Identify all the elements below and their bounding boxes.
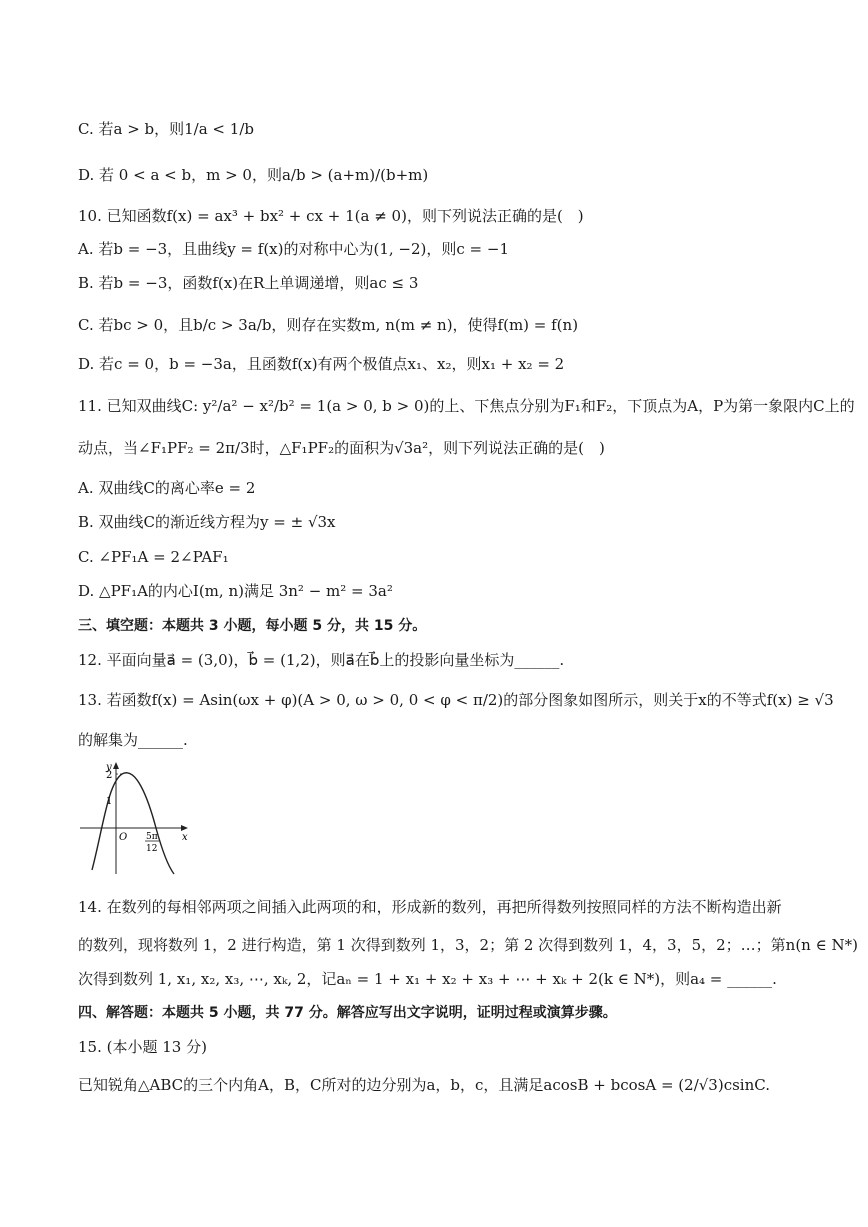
question-10-stem: 10. 已知函数f(x) = ax³ + bx² + cx + 1(a ≠ 0)，则下列说法正确的是( ) xyxy=(78,207,584,225)
question-10-option-d: D. 若c = 0，b = −3a，且函数f(x)有两个极值点x₁、x₂，则x₁ + x₂ = 2 xyxy=(78,355,565,373)
question-11-option-d: D. △PF₁A的内心I(m, n)满足 3n² − m² = 3a² xyxy=(78,582,393,600)
line-d-option: D. 若 0 < a < b，m > 0，则a/b > (a+m)/(b+m) xyxy=(78,166,429,184)
question-13-line-1: 13. 若函数f(x) = Asin(ωx + φ)(A > 0, ω > 0, 0 < φ < π/2)的部分图象如图所示，则关于x的不等式f(x) ≥ √3 xyxy=(78,691,834,709)
x-tick-denominator: 12 xyxy=(146,844,158,854)
line-c-option: C. 若a > b，则1/a < 1/b xyxy=(78,120,254,138)
question-11-stem-1: 11. 已知双曲线C: y²/a² − x²/b² = 1(a > 0, b > 0)的上、下焦点分别为F₁和F₂，下顶点为A，P为第一象限内C上的 xyxy=(78,397,855,415)
x-axis-label: x xyxy=(182,832,188,843)
y-axis-arrow-icon xyxy=(113,762,119,769)
question-11-option-c: C. ∠PF₁A = 2∠PAF₁ xyxy=(78,548,229,566)
question-13-line-2: 的解集为______. xyxy=(78,731,188,749)
y-tick-2-label: 2 xyxy=(106,770,113,781)
question-11-option-a: A. 双曲线C的离心率e = 2 xyxy=(78,479,256,497)
question-11-option-b: B. 双曲线C的渐近线方程为y = ± √3x xyxy=(78,513,336,531)
question-12: 12. 平面向量a⃗ = (3,0)，b⃗ = (1,2)，则a⃗在b⃗上的投影向量坐标为______. xyxy=(78,651,565,669)
section-3-heading: 三、填空题：本题共 3 小题，每小题 5 分，共 15 分。 xyxy=(78,618,427,634)
sine-curve xyxy=(92,773,174,874)
question-15-stem: 已知锐角△ABC的三个内角A，B，C所对的边分别为a，b，c，且满足acosB + bcosA = (2/√3)csinC. xyxy=(78,1076,770,1094)
question-14-line-3: 次得到数列 1, x₁, x₂, x₃, ⋯, xₖ, 2，记aₙ = 1 + x₁ + x₂ + x₃ + ⋯ + xₖ + 2(k ∈ N*)，则a₄ = ______. xyxy=(78,970,777,988)
question-10-option-b: B. 若b = −3，函数f(x)在R上单调递增，则ac ≤ 3 xyxy=(78,274,419,292)
y-axis-label: y xyxy=(106,762,112,773)
question-14-line-2: 的数列，现将数列 1，2 进行构造，第 1 次得到数列 1，3，2；第 2 次得到数列 1，4，3，5，2；…；第n(n ∈ N*) xyxy=(78,936,858,954)
origin-label: O xyxy=(119,832,128,843)
y-tick-1-label: 1 xyxy=(106,796,113,807)
question-10-option-c: C. 若bc > 0，且b/c > 3a/b，则存在实数m, n(m ≠ n)，使得f(m) = f(n) xyxy=(78,316,579,334)
question-10-option-a: A. 若b = −3，且曲线y = f(x)的对称中心为(1, −2)，则c = −1 xyxy=(78,240,509,258)
x-axis-arrow-icon xyxy=(181,825,188,831)
sine-graph-figure xyxy=(78,758,198,878)
question-14-line-1: 14. 在数列的每相邻两项之间插入此两项的和，形成新的数列，再把所得数列按照同样的方法不断构造出新 xyxy=(78,898,782,916)
section-4-heading: 四、解答题：本题共 5 小题，共 77 分。解答应写出文字说明，证明过程或演算步骤。 xyxy=(78,1005,617,1021)
x-tick-numerator: 5π xyxy=(146,832,158,842)
question-15-header: 15. (本小题 13 分) xyxy=(78,1038,207,1056)
question-11-stem-2: 动点，当∠F₁PF₂ = 2π/3时，△F₁PF₂的面积为√3a²，则下列说法正确的是( ) xyxy=(78,439,605,457)
